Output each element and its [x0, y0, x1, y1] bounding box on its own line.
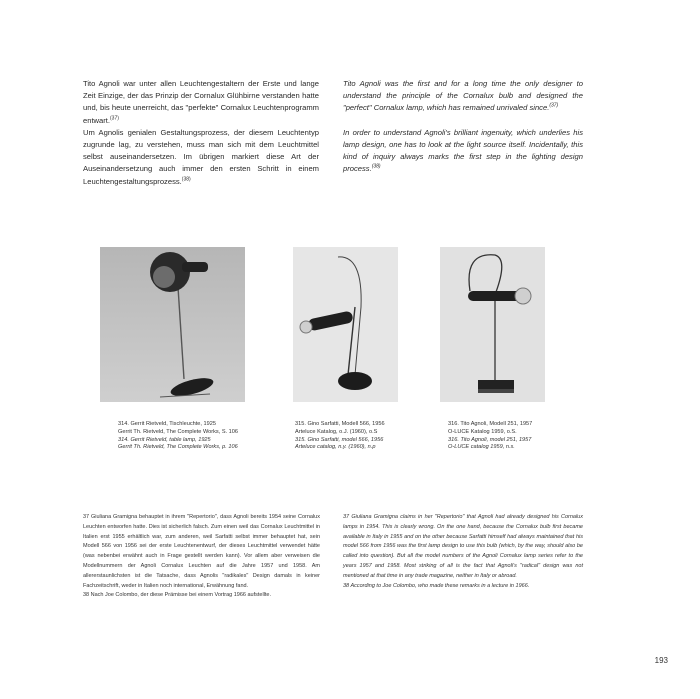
- photo-rietveld-table-lamp: [100, 247, 245, 402]
- figure-caption-315: 315. Gino Sarfatti, Modell 566, 1956 Arteluce Katalog, o.J. (1960), o.S 315. Gino Sarfatti, model 566, 1956 Arteluce catalog, n.y. (1960), n.p: [295, 421, 385, 451]
- footnotes-german: [83, 513, 320, 601]
- footnote-37-en: 37 Giuliana Gramigna claims in her "Repertorio" that Agnoli had already designed his Cornalux lamps in 1954. This is clearly wrong. On the one hand, because the Cornalux bulb first became available in Italy in 1955 and on the other because Sarfatti himself had always maintained that his model 566 from 1956 was the first lamp design to use this bulb (which, by the way, should also be called into question). But all the model numbers of the Agnoli Cornalux lamp series refer to the years 1957 and 1958. Most striking of all is the fact that Agnoli's "radical" design was not mentioned at that time in any trade magazine, neither in Italy or abroad.: [343, 514, 583, 579]
- german-paragraph-1: Tito Agnoli war unter allen Leuchtengestaltern der Erste und lange Zeit Einzige, der das Prinzip der Cornalux Glühbirne verstanden hatte und, bis heute unerreicht, das "perfekte" Cornalux Leuchtenprogramm entwart.$^{(37)}$ Um Agnolis genialen Gestaltungsprozess, der diesem Leuchtentyp zugrunde lag, zu verstehen, muss man sich mit dem Leuchtmittel selbst auseinandersetzen. Im übrigen markiert diese Art der Auseinandersetzung auch immer den ersten Schritt in einem Leuchtengestaltungsprozess.$^{(38)}$: [83, 79, 319, 186]
- figure-caption-314: 314. Gerrit Rietveld, Tischleuchte, 1925 Gerrit Th. Rietveld, The Complete Works, S. 106 314. Gerrit Rietveld, table lamp, 1925 Gerrit Th. Rietveld, The Complete Works, p. 106: [118, 421, 239, 451]
- footnote-38-de: 38 Nach Joe Colombo, der diese Prämisse bei einem Vortrag 1966 aufstellte.: [83, 592, 272, 599]
- photo-sarfatti-model-566: [293, 247, 398, 402]
- photo-agnoli-model-251: [440, 247, 545, 402]
- english-paragraph-2: In order to understand Agnoli's brilliant ingenuity, which underlies his lamp design, one has to look at the light source itself. Incidentally, this kind of inquiry always marks the first step in the lighting design process.$^{(38)}$: [343, 127, 583, 174]
- english-intro: [343, 78, 583, 187]
- figure-caption-316: 316. Tito Agnoli, Modell 251, 1957 O-LUCE Katalog 1959, o.S. 316. Tito Agnoli, model 251, 1957 O-LUCE catalog 1959, n.s.: [448, 421, 533, 451]
- footnotes-english: [343, 513, 583, 591]
- german-intro: [83, 78, 319, 200]
- footnote-37-de: 37 Giuliana Gramigna behauptet in ihrem "Repertorio", dass Agnoli bereits 1954 seine Cornalux Leuchten entworfen hatte. Dies ist sicherlich falsch. Zum einen weil das Cornalux Leuchtmittel in Italien erst 1955 erhältlich war, zum anderen, weil Sarfatti selbst immer behauptet hat, sein Modell 566 von 1956 sei der erste Leuchtenentwurf, der dieses Leuchtmittel verwendet hätte (was nebenbei erwähnt auch in Frage gestellt werden kann). Vor allem aber verweisen die Modellnummern der Agnoli Cornalux Leuchten auf die Jahre 1957 und 1958. Am allererstaunlichsten ist die Tatsache, dass Agnolis "radikales" Design damals in keiner Fachzeitschrift, weder in Italien noch international, Erwähnung fand.: [83, 514, 320, 589]
- english-paragraph-1: Tito Agnoli was the first and for a long time the only designer to understand the principle of the Cornalux bulb and designed the "perfect" Cornalux lamp, which has remained unrivaled since.$^{(37)}$: [343, 79, 583, 113]
- page-number: 193: [654, 656, 668, 665]
- footnote-38-en: 38 According to Joe Colombo, who made these remarks in a lecture in 1966.: [343, 582, 530, 589]
